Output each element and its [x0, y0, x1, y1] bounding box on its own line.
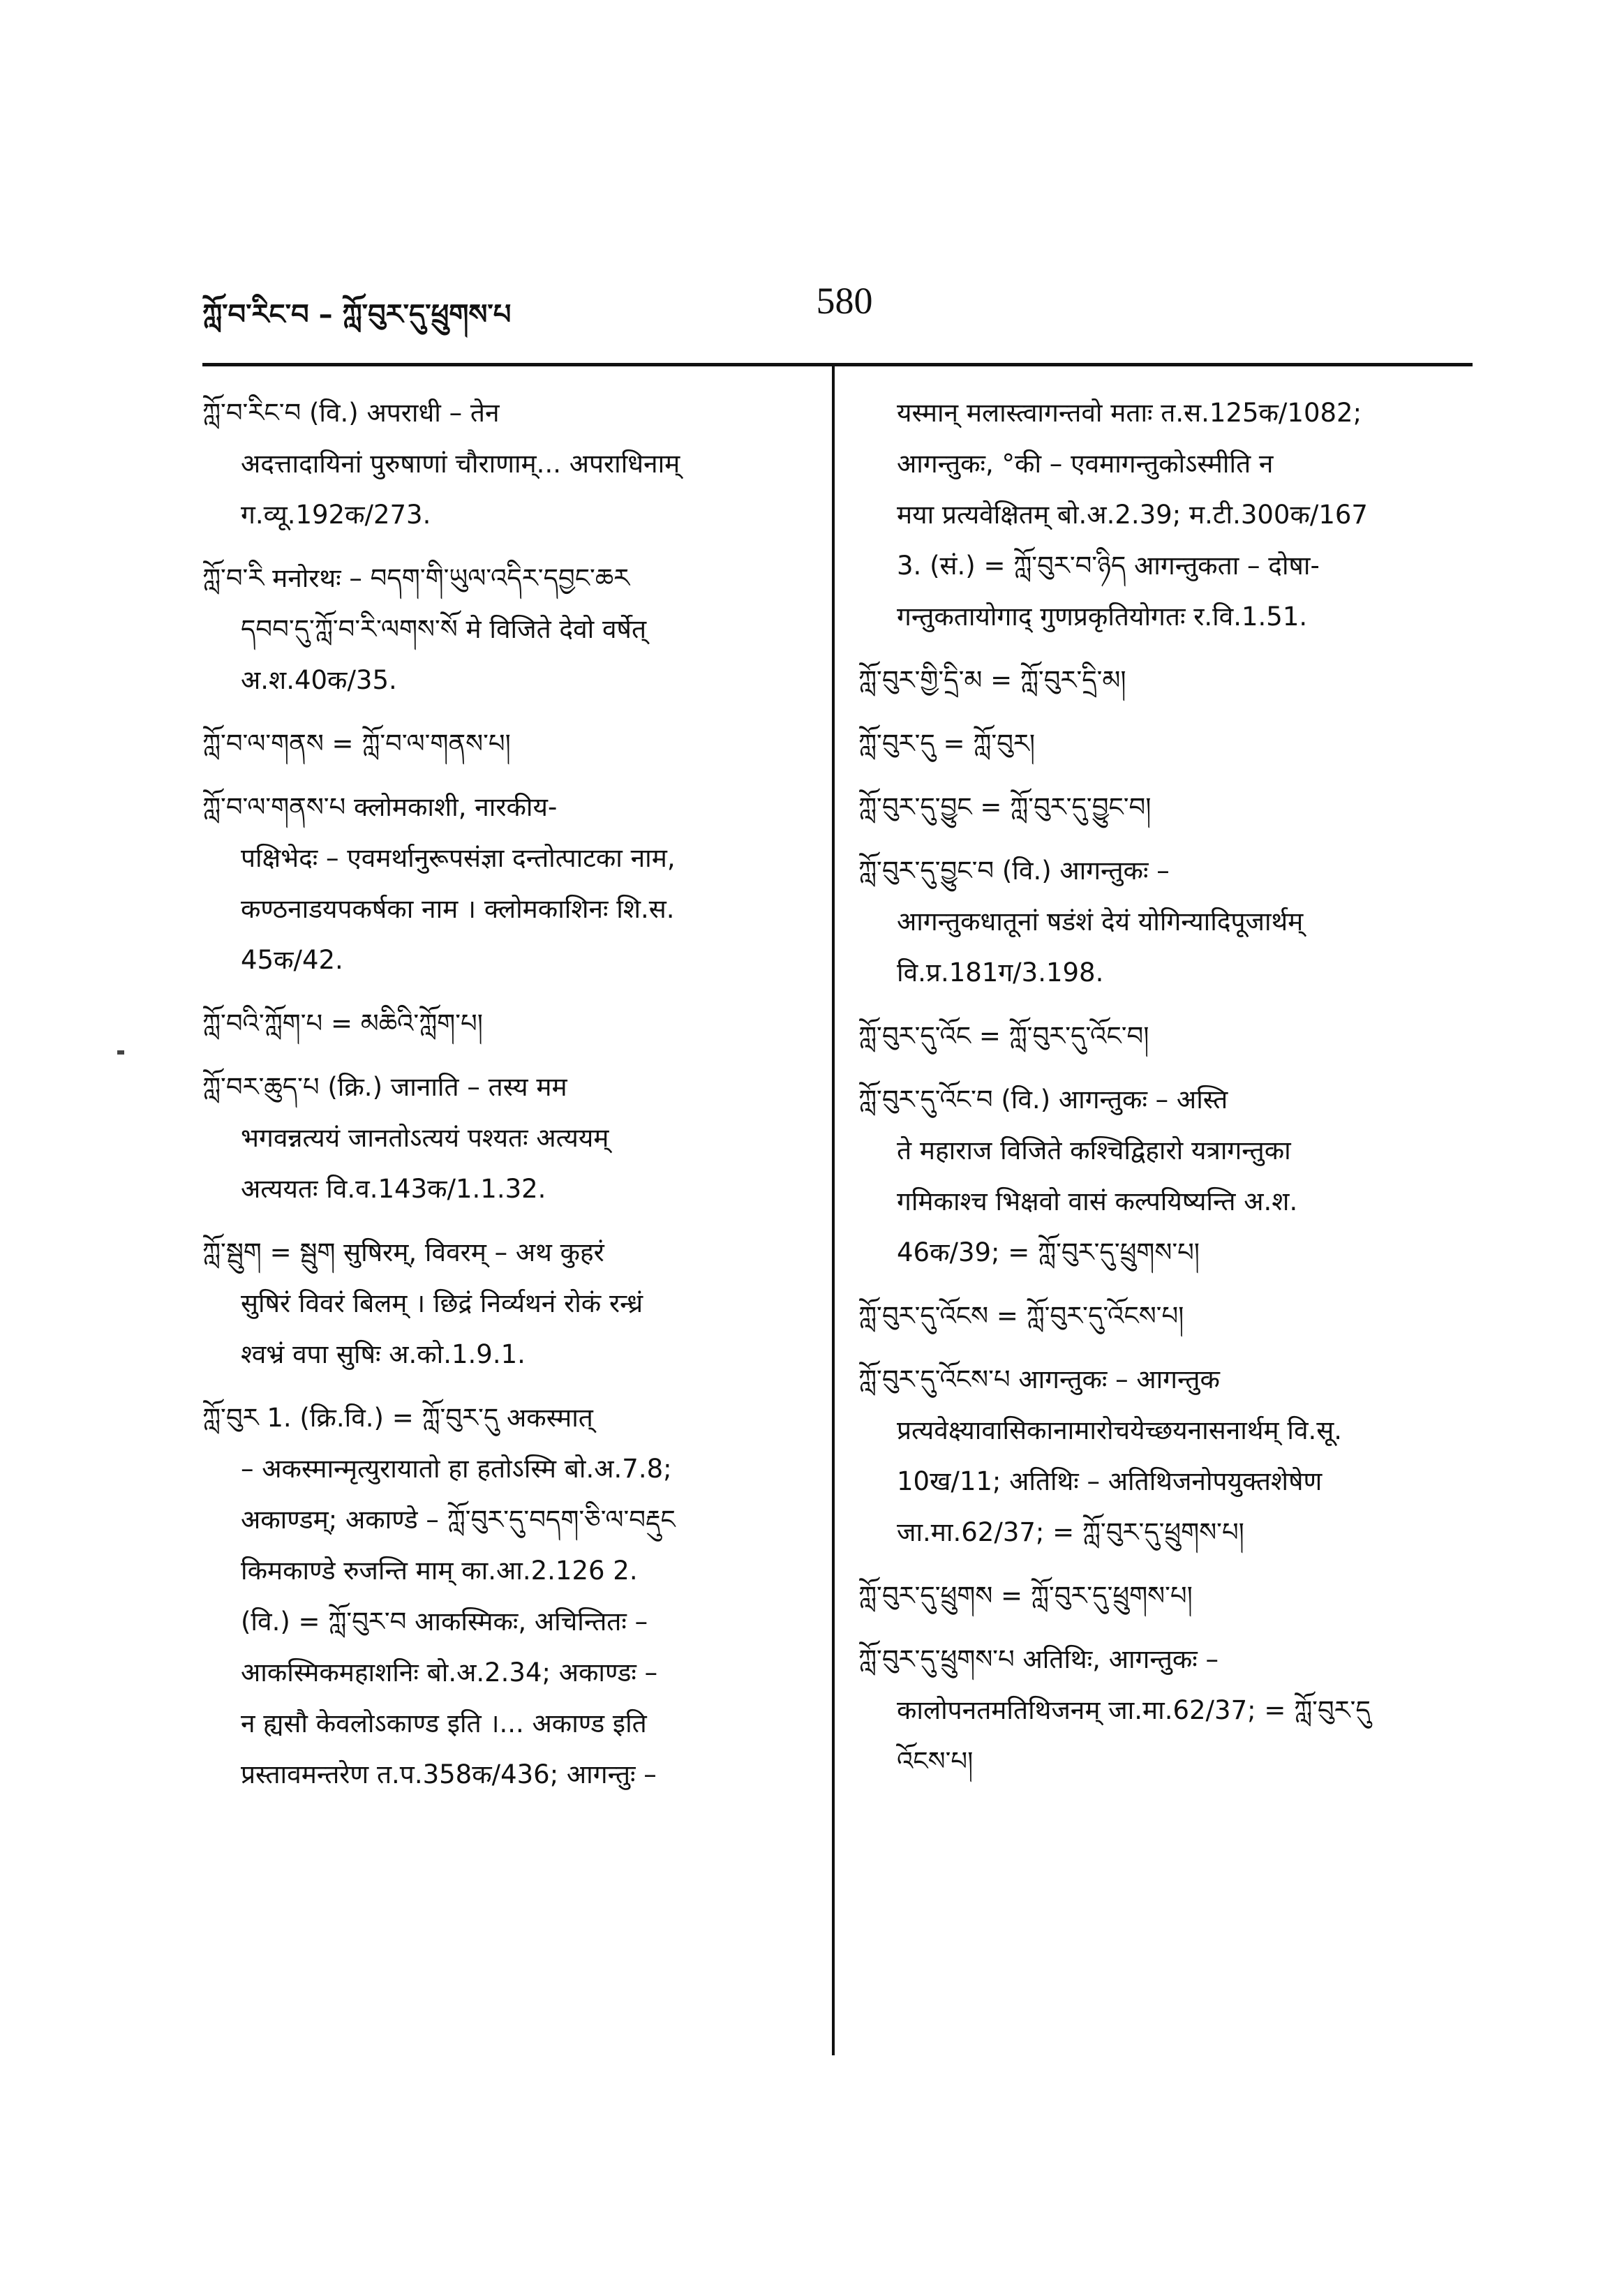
- entry-line: ཀློ་བུར་དུ་འོངས = ཀློ་བུར་དུ་འོངས་པ།: [858, 1301, 1184, 1331]
- entry: [858, 1074, 1473, 1278]
- entry-line: आगन्तुकः, °की – एवमागन्तुकोऽस्मीति न: [897, 449, 1274, 479]
- entry: [202, 998, 817, 1049]
- entry-line: ཀློ་བར་ཆུད་པ (क्रि.) जानाति – तस्य मम: [202, 1072, 567, 1102]
- entry: [858, 845, 1473, 998]
- entry: [202, 553, 817, 706]
- entry-line: ཀློ་བུར་དུ་འོང = ཀློ་བུར་དུ་འོང་བ།: [858, 1021, 1149, 1051]
- entry-line: ཀློ་བུར་དུ་བྱུང = ཀློ་བུར་དུ་བྱུང་བ།: [858, 792, 1152, 822]
- entry-line: ཀློ་བུར་དུ་ཕྲུགས་པ अतिथिः, आगन्तुकः –: [858, 1644, 1219, 1674]
- entry-line: ཀློ་བ་ལ་གནས་པ क्लोमकाशी, नारकीय-: [202, 792, 558, 822]
- entry: [202, 387, 817, 540]
- entry-line: प्रस्तावमन्तरेण त.प.358क/436; आगन्तुः –: [241, 1759, 657, 1789]
- entry-line: ཀློ་བུར་གྱི་དྲི་མ = ཀློ་བུར་དྲི་མ།: [858, 665, 1126, 695]
- entry: [858, 1354, 1473, 1558]
- entry: [202, 1227, 817, 1380]
- entry-line: यस्मान् मलास्त्वागन्तवो मताः त.स.125क/1082;: [897, 398, 1362, 428]
- entry-line: ཀློ་བ་རིང་བ (वि.) अपराधी – तेन: [202, 398, 500, 428]
- header-rule: [202, 363, 1473, 366]
- entry: [858, 782, 1473, 833]
- entry-line: 45क/42.: [241, 945, 343, 975]
- entry-line: ཀློ་བུར་དུ་འོངས་པ आगन्तुकः – आगन्तुक: [858, 1364, 1220, 1394]
- entry: [858, 1290, 1473, 1341]
- entry-line: वि.प्र.181ग/3.198.: [897, 958, 1104, 988]
- entry-line: पक्षिभेदः – एवमर्थानुरूपसंज्ञा दन्तोत्पाटका नाम,: [241, 843, 676, 873]
- entry-line: किमकाण्डे रुजन्ति माम् का.आ.2.126 2.: [241, 1556, 638, 1586]
- entry: [202, 1392, 817, 1800]
- entry-line: ते महाराज विजिते कश्चिद्विहारो यत्रागन्तुका: [897, 1135, 1291, 1165]
- entry: [858, 1011, 1473, 1062]
- entry-line: न ह्यसौ केवलोऽकाण्ड इति ।... अकाण्ड इति: [241, 1708, 647, 1738]
- right-column: [858, 387, 1473, 1799]
- entry-line: प्रत्यवेक्ष्यावासिकानामारोचयेच्छयनासनार्थम् वि.सू.: [897, 1415, 1343, 1445]
- entry-line: अ.श.40क/35.: [241, 665, 397, 695]
- entry-line: 10ख/11; अतिथिः – अतिथिजनोपयुक्तशेषेण: [897, 1466, 1323, 1496]
- entry-line: ཀློ་བ་རི मनोरथः – བདག་གི་ཡུལ་འདིར་དབྱང་ཆར: [202, 563, 630, 593]
- entry-line: ཀློ་བའི་ཀློག་པ = མཆིའི་ཀློག་པ།: [202, 1008, 483, 1038]
- entry-line: जा.मा.62/37; = ཀློ་བུར་དུ་ཕྲུགས་པ།: [897, 1517, 1244, 1547]
- entry-line: ཀློ་བུར་དུ = ཀློ་བུར།: [858, 729, 1036, 759]
- entry-line: ཀློ་བུར་དུ་བྱུང་བ (वि.) आगन्तुकः –: [858, 856, 1170, 886]
- entry: [858, 1570, 1473, 1621]
- entry-line: ཀློ་སྦུག = སྦུག सुषिरम्, विवरम् – अथ कुहरं: [202, 1237, 604, 1267]
- entry-line: कालोपनतमतिथिजनम् जा.मा.62/37; = ཀློ་བུར་དུ: [897, 1695, 1371, 1725]
- entry-line: ग.व्यू.192क/273.: [241, 500, 431, 530]
- entry-line: – अकस्मान्मृत्युरायातो हा हतोऽस्मि बो.अ.7.8;: [241, 1454, 672, 1484]
- entry-line: गन्तुकतायोगाद् गुणप्रकृतियोगतः र.वि.1.51.: [897, 602, 1308, 632]
- entry-line: अत्ययतः वि.व.143क/1.1.32.: [241, 1174, 546, 1204]
- left-column: [202, 387, 817, 1812]
- entry-line: आगन्तुकधातूनां षडंशं देयं योगिन्यादिपूजार्थम्: [897, 907, 1304, 937]
- entry-line: अदत्तादायिनां पुरुषाणां चौराणाम्... अपराधिनाम्: [241, 449, 680, 479]
- entry-line: དབབ་དུ་ཀློ་བ་རི་ལགས་སོ मे विजिते देवो वर्षेत्: [241, 614, 647, 644]
- entry-line: 3. (सं.) = ཀློ་བུར་བ་ཉིད आगन्तुकता – दोषा-: [897, 551, 1320, 581]
- entry-line: भगवन्नत्ययं जानतोऽत्ययं पश्यतः अत्ययम्: [241, 1123, 609, 1153]
- entry-line: ཀློ་བུར་དུ་ཕྲུགས = ཀློ་བུར་དུ་ཕྲུགས་པ།: [858, 1581, 1193, 1611]
- entry-line: 46क/39; = ཀློ་བུར་དུ་ཕྲུགས་པ།: [897, 1237, 1200, 1267]
- entry: [202, 1062, 817, 1214]
- entry: [202, 782, 817, 985]
- entry-line: मया प्रत्यवेक्षितम् बो.अ.2.39; म.टी.300क/167: [897, 500, 1368, 530]
- running-head: ཀློ་བ་རིང་བ – ཀློ་བུར་དུ་ཕྲུགས་པ: [202, 299, 512, 331]
- entry-line: འོངས་པ།: [897, 1746, 974, 1776]
- entry-line: ཀློ་བུར་དུ་འོང་བ (वि.) आगन्तुकः – अस्ति: [858, 1085, 1228, 1115]
- entry-line: अकाण्डम्; अकाण्डे – ཀློ་བུར་དུ་བདག་ཅི་ལ་བརྡུང: [241, 1505, 676, 1535]
- entry-line: (वि.) = ཀློ་བུར་བ आकस्मिकः, अचिन्तितः –: [241, 1607, 648, 1637]
- entry: [858, 718, 1473, 769]
- column-divider: [832, 366, 835, 2055]
- entry-line: ཀློ་བ་ལ་གནས = ཀློ་བ་ལ་གནས་པ།: [202, 729, 511, 759]
- page-number: 580: [816, 280, 873, 322]
- entry: [858, 1634, 1473, 1787]
- scan-mark: [117, 1050, 124, 1055]
- entry: [858, 655, 1473, 706]
- entry-line: गमिकाश्च भिक्षवो वासं कल्पयिष्यन्ति अ.श.: [897, 1186, 1298, 1216]
- entry-line: ཀློ་བུར 1. (क्रि.वि.) = ཀློ་བུར་དུ अकस्मात्: [202, 1403, 593, 1433]
- entry-line: आकस्मिकमहाशनिः बो.अ.2.34; अकाण्डः –: [241, 1658, 658, 1688]
- entry-line: सुषिरं विवरं बिलम् । छिद्रं निर्व्यथनं रोकं रन्ध्रं: [241, 1288, 643, 1318]
- entry: [858, 387, 1473, 642]
- entry-line: श्वभ्रं वपा सुषिः अ.को.1.9.1.: [241, 1339, 526, 1369]
- entry-line: कण्ठनाडयपकर्षका नाम । क्लोमकाशिनः शि.स.: [241, 894, 675, 924]
- entry: [202, 718, 817, 769]
